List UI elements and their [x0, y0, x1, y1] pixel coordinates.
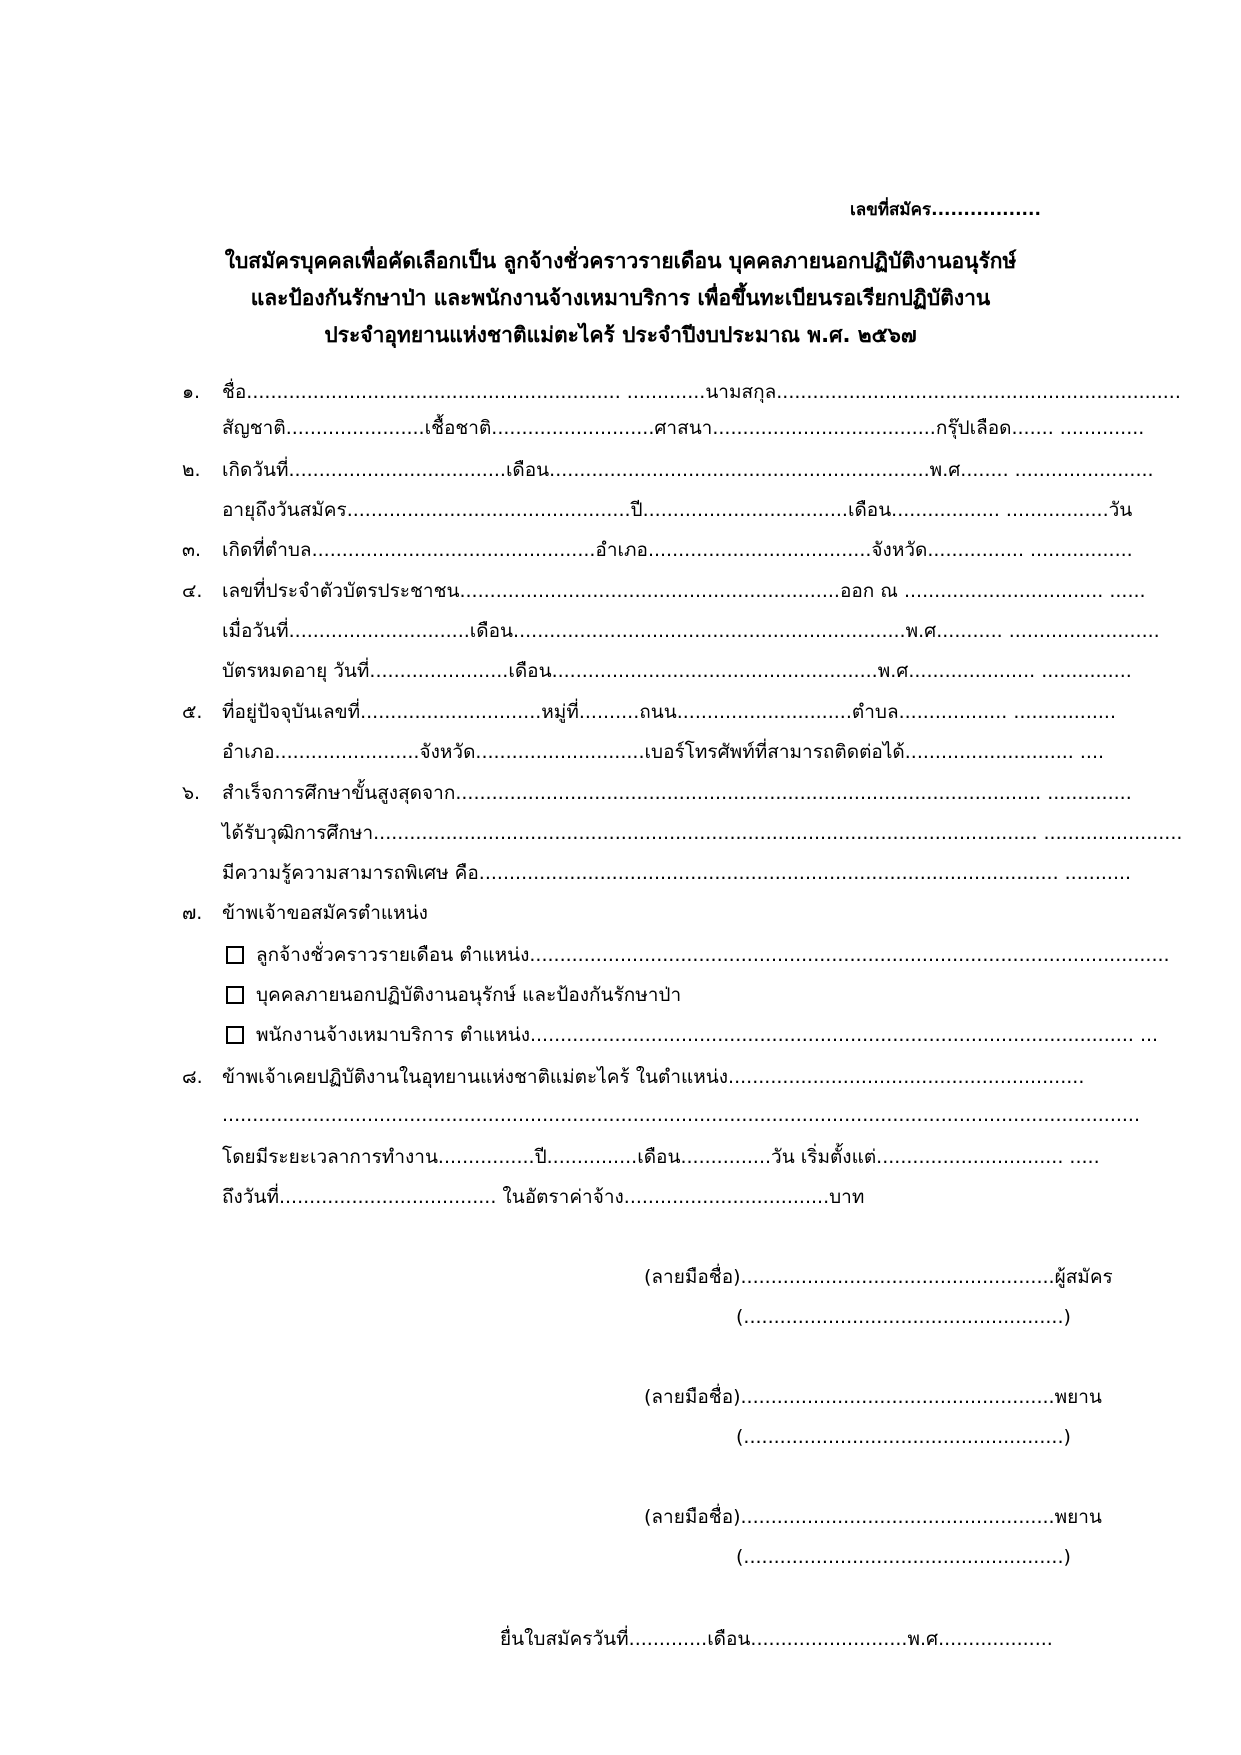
- applicant-signature-line[interactable]: (ลายมือชื่อ)....................................................ผู้สมัคร: [644, 1266, 1113, 1288]
- section-number: ๘.: [182, 1066, 203, 1088]
- form-row: [0, 656, 1241, 686]
- id-expiry-field-line[interactable]: บัตรหมดอายุ วันที่.......................เดือน......................................................พ.ศ..................... ...............: [222, 660, 1132, 682]
- section-number: ๖.: [182, 782, 201, 804]
- form-row: [0, 898, 1241, 928]
- id-card-field-line[interactable]: เลขที่ประจำตัวบัตรประชาชน...............................................................ออก ณ ................................. ......: [222, 580, 1146, 602]
- section-number: ๕.: [182, 701, 203, 723]
- work-duration-field-line[interactable]: โดยมีระยะเวลาการทำงาน................ปี...............เดือน...............วัน เริ่มตั้งแต่............................... .....: [222, 1146, 1100, 1168]
- application-number: เลขที่สมัคร.................: [850, 200, 1041, 220]
- birthdate-field-line[interactable]: เกิดวันที่....................................เดือน...............................................................พ.ศ........ .......................: [222, 459, 1154, 481]
- section-number: ๗.: [182, 902, 203, 924]
- position-option: [0, 980, 1241, 1010]
- form-row: [0, 737, 1241, 767]
- form-row: [0, 377, 1241, 407]
- applicant-printed-name[interactable]: (.....................................................): [736, 1306, 1071, 1328]
- birthplace-field-line[interactable]: เกิดที่ตำบล...............................................อำเภอ.....................................จังหวัด................ .................: [222, 539, 1133, 561]
- checkbox[interactable]: [226, 1026, 244, 1044]
- section-number: ๓.: [182, 539, 202, 561]
- id-issue-date-field-line[interactable]: เมื่อวันที่..............................เดือน.................................................................พ.ศ........... .........................: [222, 620, 1160, 642]
- section-number: ๑.: [182, 381, 201, 403]
- form-row: [0, 455, 1241, 485]
- nationality-field-line[interactable]: สัญชาติ.......................เชื้อชาติ...........................ศาสนา.....................................กรุ๊ปเลือด....... ..............: [222, 417, 1145, 439]
- form-title: [0, 243, 1241, 354]
- witness-signature-line[interactable]: (ลายมือชื่อ)....................................................พยาน: [644, 1386, 1102, 1408]
- form-row: [0, 1100, 1241, 1130]
- section-number: ๔.: [182, 580, 203, 602]
- position-option-label[interactable]: ลูกจ้างชั่วคราวรายเดือน ตำแหน่ง..........................................................................................................: [256, 944, 1170, 966]
- form-row: [0, 1182, 1241, 1212]
- witness-printed-name[interactable]: (.....................................................): [736, 1426, 1071, 1448]
- section-number: ๒.: [182, 459, 201, 481]
- district-phone-field-line[interactable]: อำเภอ........................จังหวัด............................เบอร์โทรศัพท์ที่สามารถติดต่อได้............................ ....: [222, 741, 1105, 763]
- form-row: [0, 858, 1241, 888]
- form-row: [0, 1142, 1241, 1172]
- end-date-wage-field-line[interactable]: ถึงวันที่.................................... ในอัตราค่าจ้าง..................................บาท: [222, 1186, 865, 1208]
- witness-printed-name[interactable]: (.....................................................): [736, 1546, 1071, 1568]
- form-row: [0, 778, 1241, 808]
- education-field-line[interactable]: สำเร็จการศึกษาขั้นสูงสุดจาก................................................................................................. ..............: [222, 782, 1132, 804]
- form-row: [0, 495, 1241, 525]
- position-heading: ข้าพเจ้าขอสมัครตำแหน่ง: [222, 902, 428, 924]
- position-option-label[interactable]: พนักงานจ้างเหมาบริการ ตำแหน่ง.................................................................................................... ...: [256, 1024, 1159, 1046]
- position-option: [0, 1020, 1241, 1050]
- form-row: [0, 413, 1241, 443]
- form-row: [0, 535, 1241, 565]
- address-field-line[interactable]: ที่อยู่ปัจจุบันเลขที่..............................หมู่ที่..........ถนน.............................ตำบล.................. .................: [222, 701, 1117, 723]
- submission-date-line[interactable]: ยื่นใบสมัครวันที่.............เดือน..........................พ.ศ...................: [500, 1628, 1053, 1650]
- form-row: [0, 1062, 1241, 1092]
- special-skills-field-line[interactable]: มีความรู้ความสามารถพิเศษ คือ................................................................................................ ...........: [222, 862, 1132, 884]
- age-field-line[interactable]: อายุถึงวันสมัคร...............................................ปี..................................เดือน.................. .................วัน: [222, 499, 1133, 521]
- checkbox[interactable]: [226, 986, 244, 1004]
- position-option: [0, 940, 1241, 970]
- form-row: [0, 697, 1241, 727]
- witness-signature-line[interactable]: (ลายมือชื่อ)....................................................พยาน: [644, 1506, 1102, 1528]
- title-line-2: และป้องกันรักษาป่า และพนักงานจ้างเหมาบริการ เพื่อขึ้นทะเบียนรอเรียกปฏิบัติงาน: [250, 286, 991, 310]
- checkbox[interactable]: [226, 946, 244, 964]
- degree-field-line[interactable]: ได้รับวุฒิการศึกษา.............................................................................................................. .......................: [222, 822, 1183, 844]
- position-option-label: บุคคลภายนอกปฏิบัติงานอนุรักษ์ และป้องกันรักษาป่า: [256, 984, 682, 1006]
- previous-position-field-line[interactable]: ข้าพเจ้าเคยปฏิบัติงานในอุทยานแห่งชาติแม่ตะไคร้ ในตำแหน่ง...........................................................: [222, 1066, 1085, 1088]
- form-row: [0, 616, 1241, 646]
- name-field-line[interactable]: ชื่อ.............................................................. .............นามสกุล...................................................................: [222, 381, 1181, 403]
- title-line-3: ประจำอุทยานแห่งชาติแม่ตะไคร้ ประจำปีงบประมาณ พ.ศ. ๒๕๖๗: [324, 323, 917, 347]
- previous-position-continuation-line[interactable]: ........................................................................................................................................................: [222, 1104, 1141, 1126]
- title-line-1: ใบสมัครบุคคลเพื่อคัดเลือกเป็น ลูกจ้างชั่วคราวรายเดือน บุคคลภายนอกปฏิบัติงานอนุรักษ์: [224, 249, 1017, 273]
- form-row: [0, 818, 1241, 848]
- form-row: [0, 576, 1241, 606]
